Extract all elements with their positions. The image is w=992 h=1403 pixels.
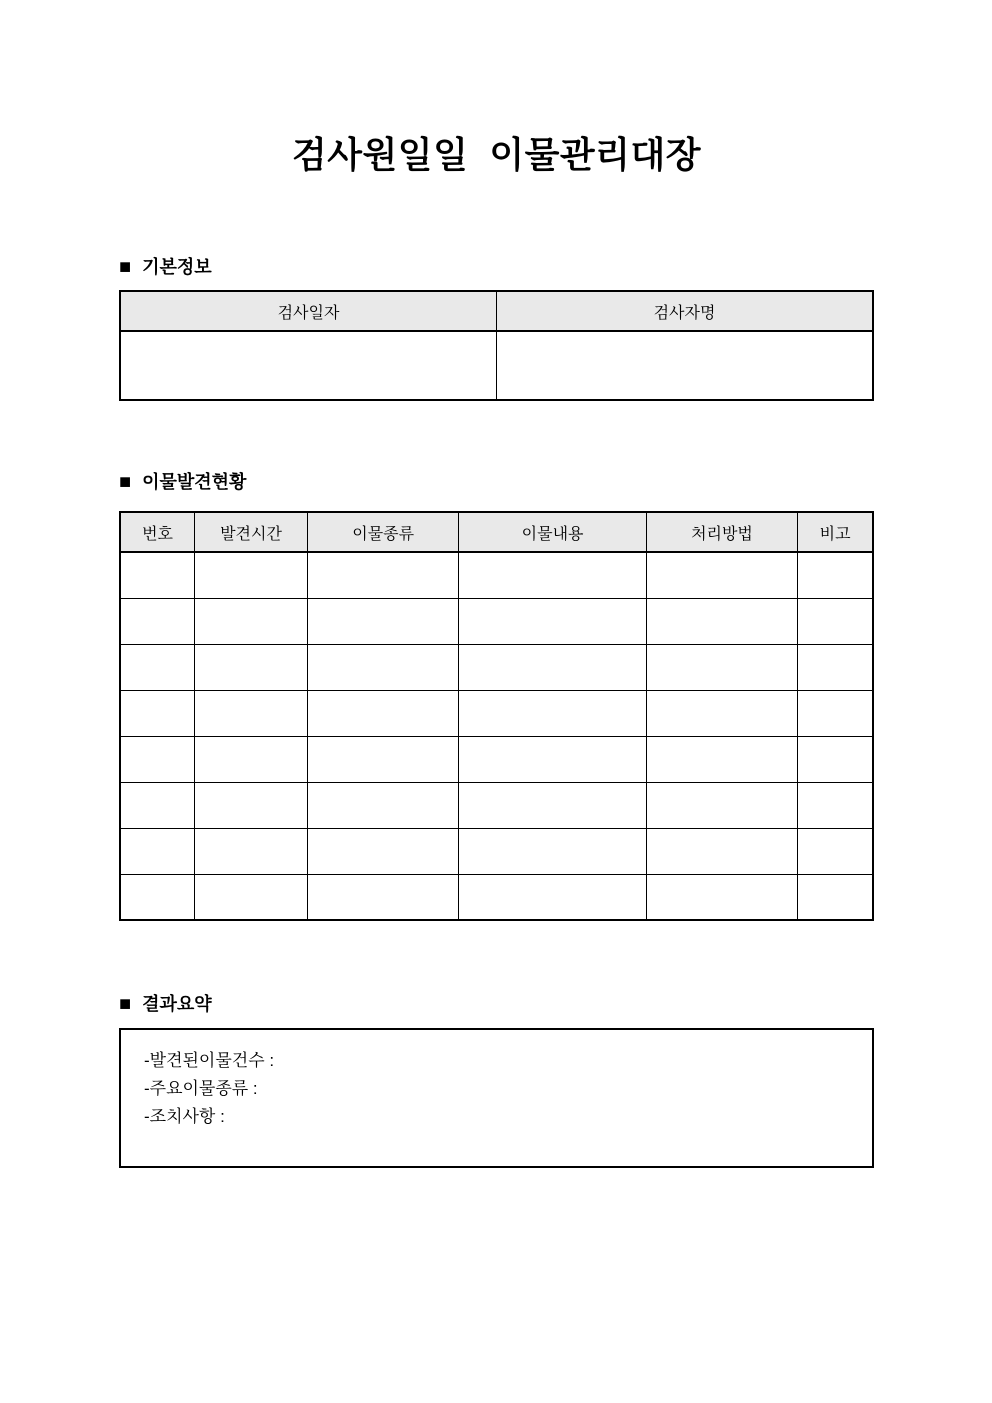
- basic-info-header-inspector-name: 검사자명: [497, 291, 874, 331]
- findings-table-cell: [646, 598, 797, 644]
- findings-table-cell: [120, 828, 195, 874]
- findings-table-cell: [646, 874, 797, 920]
- findings-table-cell: [798, 598, 873, 644]
- section-bullet-square-icon: ■: [119, 471, 132, 494]
- findings-table-cell: [646, 736, 797, 782]
- findings-table-cell: [120, 782, 195, 828]
- section-bullet-square-icon: ■: [119, 993, 132, 1016]
- findings-table-cell: [195, 552, 308, 598]
- findings-table-cell: [798, 874, 873, 920]
- findings-table-cell: [120, 874, 195, 920]
- findings-table-row: [120, 644, 873, 690]
- findings-header-number: 번호: [120, 512, 195, 552]
- findings-table-cell: [195, 736, 308, 782]
- findings-table-cell: [120, 598, 195, 644]
- findings-table-cell: [798, 644, 873, 690]
- findings-table-cell: [307, 690, 458, 736]
- findings-header-object-detail: 이물내용: [459, 512, 646, 552]
- page-title: 검사원일일 이물관리대장: [291, 134, 702, 175]
- findings-header-object-type: 이물종류: [307, 512, 458, 552]
- findings-table-cell: [459, 598, 646, 644]
- findings-table-cell: [459, 828, 646, 874]
- findings-table-cell: [307, 828, 458, 874]
- findings-header-remarks: 비고: [798, 512, 873, 552]
- findings-table-cell: [120, 690, 195, 736]
- findings-table-row: [120, 736, 873, 782]
- findings-table-cell: [798, 690, 873, 736]
- findings-table-cell: [459, 782, 646, 828]
- findings-table-cell: [459, 552, 646, 598]
- findings-table-row: [120, 598, 873, 644]
- findings-table-cell: [195, 690, 308, 736]
- findings-table-cell: [307, 598, 458, 644]
- findings-table-cell: [646, 644, 797, 690]
- findings-table-cell: [307, 736, 458, 782]
- findings-table-row: [120, 690, 873, 736]
- findings-table-cell: [646, 782, 797, 828]
- findings-table-cell: [120, 736, 195, 782]
- findings-table-cell: [798, 552, 873, 598]
- section-heading-findings-label: 이물발견현황: [142, 472, 247, 493]
- section-heading-summary-label: 결과요약: [142, 994, 212, 1015]
- basic-info-header-inspection-date: 검사일자: [120, 291, 497, 331]
- findings-table-cell: [646, 690, 797, 736]
- findings-table-row: [120, 782, 873, 828]
- findings-table-cell: [646, 828, 797, 874]
- summary-line-actions: -조치사항 :: [144, 1107, 225, 1127]
- findings-table-cell: [120, 644, 195, 690]
- summary-line-main-types: -주요이물종류 :: [144, 1079, 258, 1099]
- findings-table-cell: [307, 644, 458, 690]
- findings-table-cell: [459, 874, 646, 920]
- basic-info-table: [119, 290, 874, 401]
- findings-table-cell: [646, 552, 797, 598]
- section-heading-summary: [119, 993, 874, 1015]
- findings-table-cell: [307, 552, 458, 598]
- findings-header-discovery-time: 발견시간: [195, 512, 308, 552]
- findings-header-handling-method: 처리방법: [646, 512, 797, 552]
- basic-info-cell-inspection-date: [120, 331, 497, 400]
- summary-line-found-count: -발견된이물건수 :: [144, 1051, 275, 1071]
- findings-table-row: [120, 874, 873, 920]
- findings-table-cell: [195, 828, 308, 874]
- findings-table-cell: [195, 644, 308, 690]
- findings-table-cell: [798, 782, 873, 828]
- section-bullet-square-icon: ■: [119, 256, 132, 279]
- findings-table-cell: [307, 874, 458, 920]
- section-heading-basic-info: [119, 256, 874, 278]
- basic-info-header-row: [120, 291, 873, 331]
- findings-table-cell: [459, 644, 646, 690]
- findings-table-body: [120, 552, 873, 920]
- basic-info-cell-inspector-name: [497, 331, 874, 400]
- findings-table-row: [120, 828, 873, 874]
- findings-table-cell: [798, 828, 873, 874]
- section-heading-findings: [119, 471, 874, 493]
- findings-table-cell: [798, 736, 873, 782]
- findings-table-cell: [195, 598, 308, 644]
- findings-table-cell: [307, 782, 458, 828]
- findings-table: [119, 511, 874, 921]
- section-heading-basic-info-label: 기본정보: [142, 257, 212, 278]
- basic-info-row: [120, 331, 873, 400]
- findings-table-cell: [459, 736, 646, 782]
- summary-box: [119, 1028, 874, 1168]
- findings-table-cell: [195, 782, 308, 828]
- findings-header-row: [120, 512, 873, 552]
- findings-table-cell: [459, 690, 646, 736]
- findings-table-row: [120, 552, 873, 598]
- findings-table-cell: [120, 552, 195, 598]
- findings-table-cell: [195, 874, 308, 920]
